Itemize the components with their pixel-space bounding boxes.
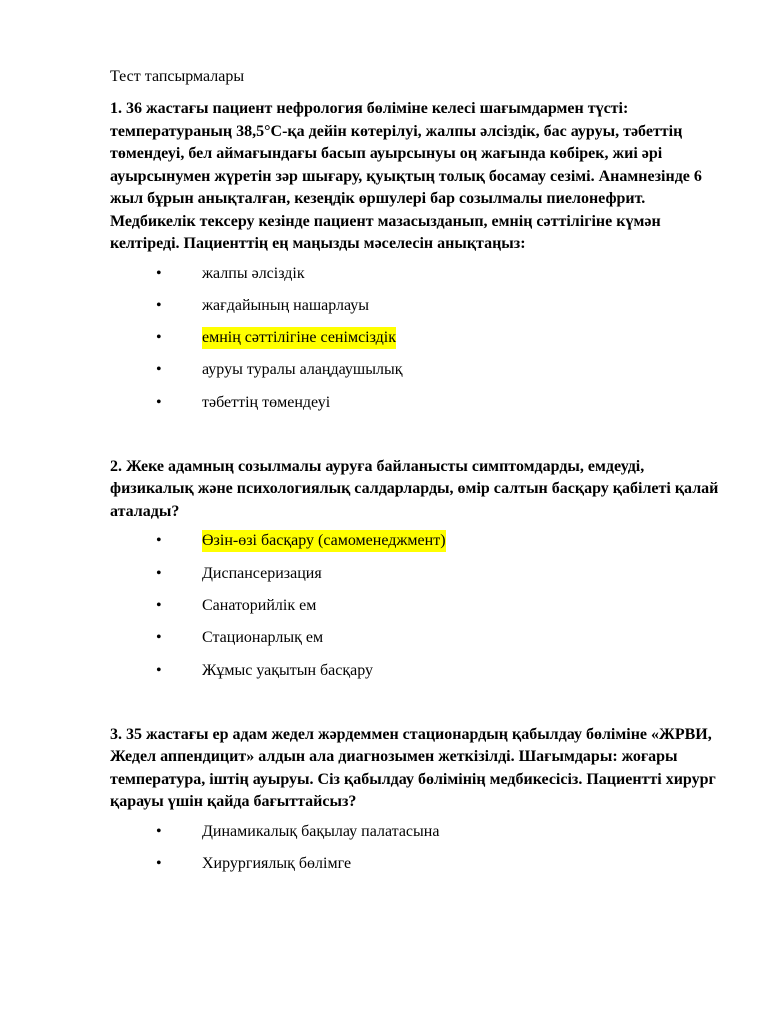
answer-option [110,263,720,295]
bullet-icon: • [156,564,162,582]
answer-text: Жұмыс уақытын басқару [202,661,374,679]
answer-text: жалпы әлсіздік [202,264,305,282]
bullet-icon: • [156,661,162,679]
answer-option-highlighted [110,327,720,359]
bullet-icon: • [156,855,162,873]
answer-option [110,627,720,659]
answer-option [110,853,720,885]
answer-text: жағдайының нашарлауы [202,296,370,314]
question-block-3 [110,724,720,886]
answer-text: тәбеттің төмендеуі [202,393,331,411]
bullet-icon: • [156,264,162,282]
answer-options [110,821,720,886]
answer-text: Хирургиялық бөлімге [202,855,352,873]
bullet-icon: • [156,629,162,647]
answer-option [110,821,720,853]
spacer [110,424,720,456]
question-block-2 [110,456,720,692]
answer-option [110,392,720,424]
answer-option [110,295,720,327]
answer-text: Санаторийлік ем [202,597,317,615]
answer-text-highlighted: Өзін-өзі басқару (самоменеджмент) [202,530,446,552]
answer-text: Стационарлық ем [202,629,324,647]
answer-text: ауруы туралы алаңдаушылық [202,361,403,379]
answer-option-highlighted [110,530,720,562]
answer-option [110,359,720,391]
answer-options [110,530,720,691]
bullet-icon: • [156,329,162,347]
question-text: 3. 35 жастағы ер адам жедел жәрдеммен стационардың қабылдау бөліміне «ЖРВИ, Жедел аппендицит» алдын ала диагнозымен жеткізілді. Шағымдары: жоғары температура, іштің ауыруы. Сіз қабылдау бөлімінің медбикесісіз. Пациентті хирург қарауы үшін қайда бағыттайсыз? [110,725,716,811]
answer-option [110,660,720,692]
question-block-1 [110,98,720,424]
document-page [110,66,720,886]
bullet-icon: • [156,822,162,840]
bullet-icon: • [156,361,162,379]
answer-options [110,263,720,424]
spacer [110,692,720,724]
answer-text: Диспансеризация [202,564,322,582]
answer-option [110,595,720,627]
bullet-icon: • [156,296,162,314]
question-text: 1. 36 жастағы пациент нефрология бөліміне келесі шағымдармен түсті: температураның 38,5°С-қа дейін көтерілуі, жалпы әлсіздік, бас ауруы, тәбеттің төмендеуі, бел аймағындағы басып ауырсынуы оң жағында көбірек, жиі әрі ауырсынумен жүретін зәр шығару, қуықтың толық босамау сезімі. Анамнезінде 6 жыл бұрын анықталған, кезеңдік өршулері бар созылмалы пиелонефрит. Медбикелік тексеру кезінде пациент мазасызданып, емнің сәттілігіне күмән келтіреді. Пациенттің ең маңызды мәселесін анықтаңыз: [110,100,702,252]
document-title: Тест тапсырмалары [110,68,245,85]
bullet-icon: • [156,393,162,411]
bullet-icon: • [156,532,162,550]
bullet-icon: • [156,597,162,615]
answer-option [110,563,720,595]
answer-text: Динамикалық бақылау палатасына [202,822,440,840]
question-text: 2. Жеке адамның созылмалы ауруға байланысты симптомдарды, емдеуді, физикалық және психологиялық салдарларды, өмір салтын басқару қабілеті қалай аталады? [110,457,719,520]
answer-text-highlighted: емнің сәттілігіне сенімсіздік [202,327,396,349]
